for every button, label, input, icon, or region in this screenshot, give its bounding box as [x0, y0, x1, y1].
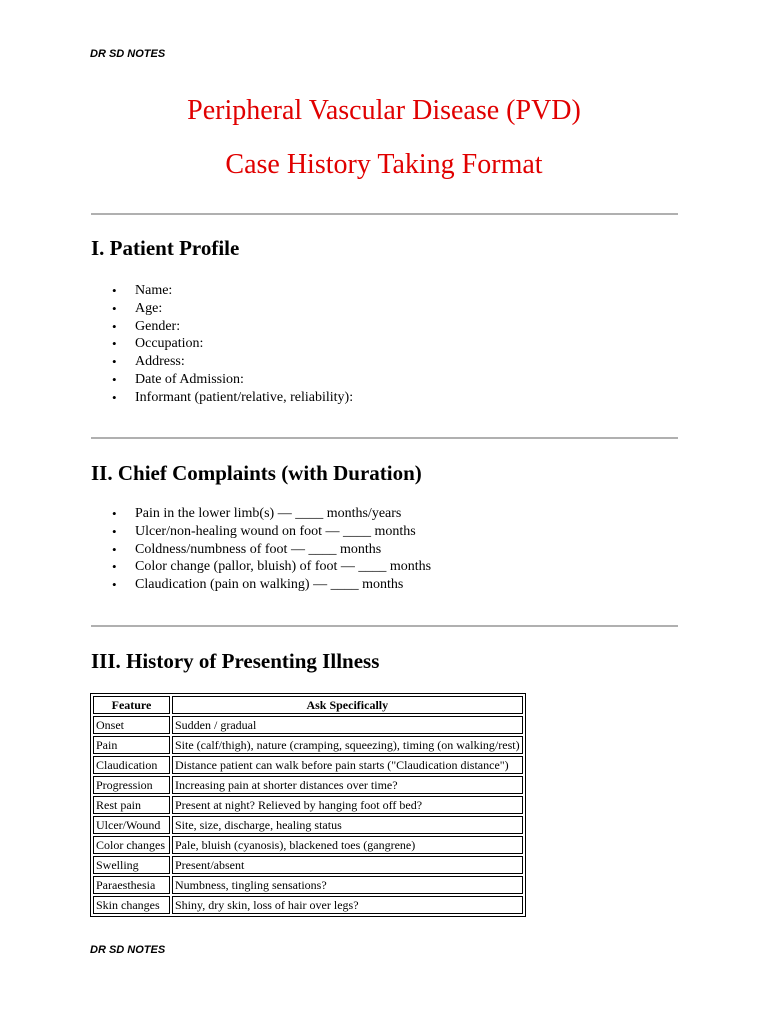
- list-item: • Color change (pallor, bluish) of foot — ____ months: [110, 558, 431, 576]
- list-item: • Occupation:: [110, 335, 353, 353]
- feature-cell: Onset: [93, 716, 170, 734]
- table-row: [93, 796, 523, 814]
- list-item: • Gender:: [110, 318, 353, 336]
- list-item: • Informant (patient/relative, reliability):: [110, 389, 353, 407]
- section-heading-presenting-illness: III. History of Presenting Illness: [91, 649, 380, 673]
- ask-cell: Increasing pain at shorter distances over time?: [172, 776, 523, 794]
- divider: [91, 625, 678, 627]
- table-row: [93, 816, 523, 834]
- table-header-row: [93, 696, 523, 714]
- ask-cell: Numbness, tingling sensations?: [172, 876, 523, 894]
- ask-cell: Present/absent: [172, 856, 523, 874]
- chief-complaints-list: [110, 505, 431, 594]
- column-header-ask-specifically: Ask Specifically: [172, 696, 523, 714]
- divider: [91, 213, 678, 215]
- feature-cell: Rest pain: [93, 796, 170, 814]
- document-subtitle: Case History Taking Format: [225, 149, 543, 180]
- page-footer: DR SD NOTES: [90, 944, 166, 956]
- section-heading-chief-complaints: II. Chief Complaints (with Duration): [91, 461, 422, 485]
- ask-cell: Shiny, dry skin, loss of hair over legs?: [172, 896, 523, 914]
- table-row: [93, 836, 523, 854]
- table-row: [93, 756, 523, 774]
- section-heading-patient-profile: I. Patient Profile: [91, 236, 240, 260]
- table-row: [93, 876, 523, 894]
- table-row: [93, 776, 523, 794]
- list-item: • Ulcer/non-healing wound on foot — ____ months: [110, 523, 431, 541]
- document-title: Peripheral Vascular Disease (PVD): [187, 95, 581, 126]
- ask-cell: Distance patient can walk before pain starts ("Claudication distance"): [172, 756, 523, 774]
- table-row: [93, 716, 523, 734]
- table-row: [93, 736, 523, 754]
- table-row: [93, 856, 523, 874]
- list-item: • Claudication (pain on walking) — ____ months: [110, 576, 431, 594]
- feature-cell: Pain: [93, 736, 170, 754]
- list-item: • Age:: [110, 300, 353, 318]
- page-header: DR SD NOTES: [90, 48, 166, 60]
- patient-profile-list: [110, 282, 353, 407]
- ask-cell: Sudden / gradual: [172, 716, 523, 734]
- list-item: • Address:: [110, 353, 353, 371]
- column-header-feature: Feature: [93, 696, 170, 714]
- ask-cell: Site, size, discharge, healing status: [172, 816, 523, 834]
- feature-cell: Color changes: [93, 836, 170, 854]
- feature-cell: Paraesthesia: [93, 876, 170, 894]
- feature-cell: Progression: [93, 776, 170, 794]
- presenting-illness-table: [90, 693, 526, 917]
- feature-cell: Ulcer/Wound: [93, 816, 170, 834]
- feature-cell: Swelling: [93, 856, 170, 874]
- feature-cell: Claudication: [93, 756, 170, 774]
- list-item: • Name:: [110, 282, 353, 300]
- ask-cell: Site (calf/thigh), nature (cramping, squeezing), timing (on walking/rest): [172, 736, 523, 754]
- ask-cell: Pale, bluish (cyanosis), blackened toes (gangrene): [172, 836, 523, 854]
- table-row: [93, 896, 523, 914]
- list-item: • Date of Admission:: [110, 371, 353, 389]
- ask-cell: Present at night? Relieved by hanging foot off bed?: [172, 796, 523, 814]
- feature-cell: Skin changes: [93, 896, 170, 914]
- list-item: • Pain in the lower limb(s) — ____ months/years: [110, 505, 431, 523]
- list-item: • Coldness/numbness of foot — ____ months: [110, 541, 431, 559]
- divider: [91, 437, 678, 439]
